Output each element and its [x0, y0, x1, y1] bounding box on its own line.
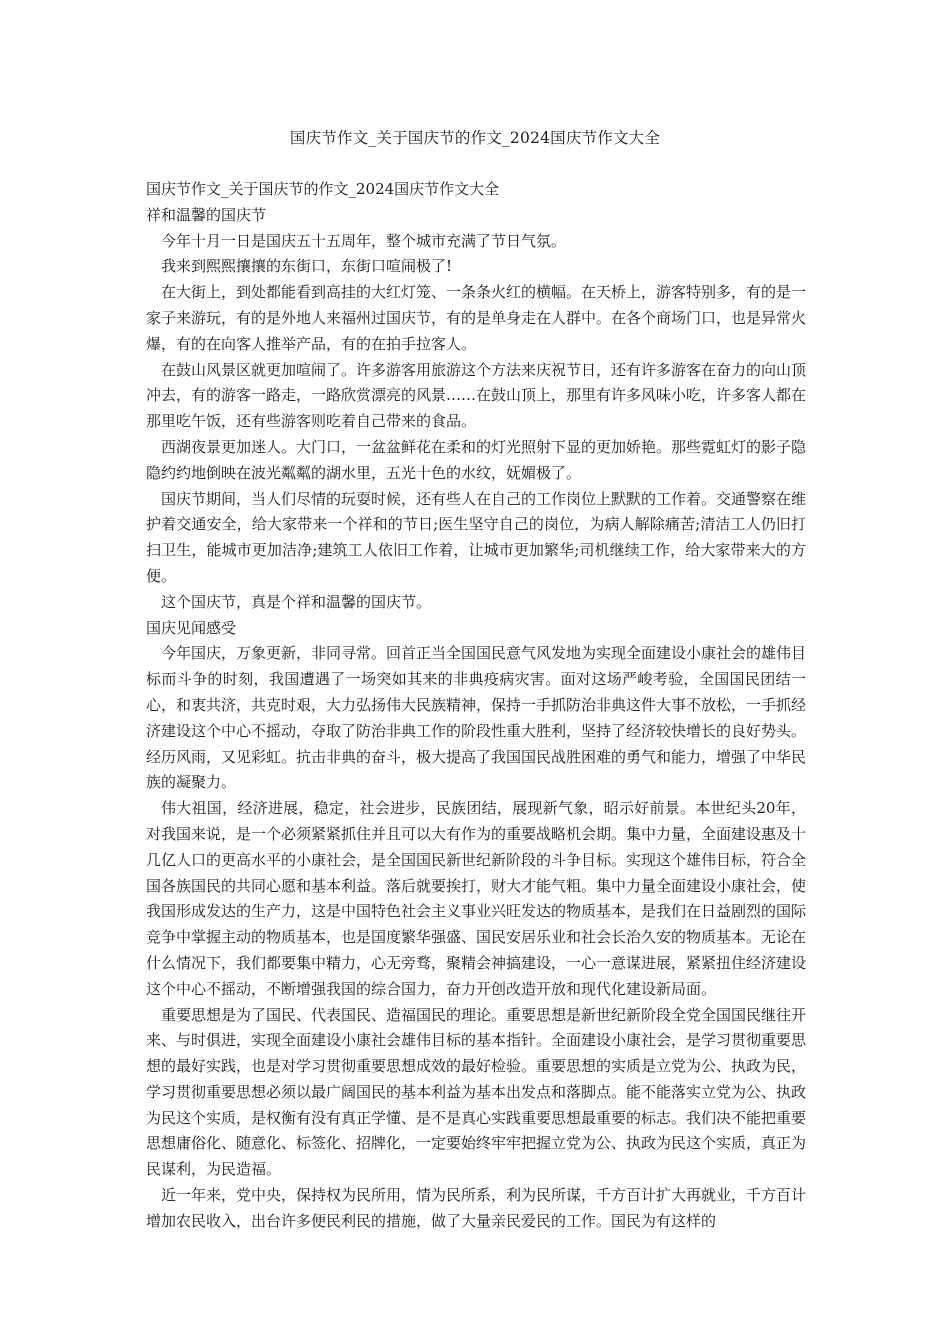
body-paragraph: 国庆节期间，当人们尽情的玩耍时候，还有些人在自己的工作岗位上默默的工作着。交通警察在维护着交通安全，给大家带来一个祥和的节日;医生坚守自己的岗位，为病人解除痛苦;清洁工人仍旧打扫卫生，能城市更加洁净;建筑工人依旧工作着，让城市更加繁华;司机继续工作，给大家带来大的方便。 — [146, 489, 807, 585]
body-paragraph: 今年十月一日是国庆五十五周年，整个城市充满了节日气氛。 — [161, 231, 567, 250]
section-heading: 祥和温馨的国庆节 — [146, 205, 267, 224]
body-paragraph: 这个国庆节，真是个祥和温馨的国庆节。 — [161, 592, 432, 611]
page-title: 国庆节作文_关于国庆节的作文_2024国庆节作文大全 — [289, 129, 661, 147]
body-paragraph: 重要思想是为了国民、代表国民、造福国民的理论。重要思想是新世纪新阶段全党全国国民继往开来、与时俱进，实现全面建设小康社会雄伟目标的基本指针。全面建设小康社会，是学习贯彻重要思想的最好实践，也是对学习贯彻重要思想成效的最好检验。重要思想的实质是立党为公、执政为民，学习贯彻重要思想必须以最广阔国民的基本利益为基本出发点和落脚点。能不能落实立党为公、执政为民这个实质，是权衡有没有真正学懂、是不是真心实践重要思想最重要的标志。我们决不能把重要思想庸俗化、随意化、标签化、招牌化，一定要始终牢牢把握立党为公、执政为民这个实质，真正为民谋利，为民造福。 — [146, 1005, 807, 1179]
body-paragraph: 今年国庆，万象更新，非同寻常。回首正当全国国民意气风发地为实现全面建设小康社会的雄伟目标而斗争的时刻，我国遭遇了一场突如其来的非典疫病灾害。面对这场严峻考验，全国国民团结一心，和衷共济，共克时艰，大力弘扬伟大民族精神，保持一手抓防治非典这件大事不放松，一手抓经济建设这个中心不摇动，夺取了防治非典工作的阶段性重大胜利，坚持了经济较快增长的良好势头。经历风雨，又见彩虹。抗击非典的奋斗，极大提高了我国国民战胜困难的勇气和能力，增强了中华民族的凝聚力。 — [146, 644, 807, 792]
document-body — [146, 177, 806, 1235]
body-paragraph: 我来到熙熙攘攘的东街口，东街口喧闹极了! — [161, 257, 453, 276]
section-heading: 国庆节作文_关于国庆节的作文_2024国庆节作文大全 — [146, 180, 500, 198]
section-heading: 国庆见闻感受 — [146, 618, 237, 637]
body-paragraph: 西湖夜景更加迷人。大门口，一盆盆鲜花在柔和的灯光照射下显的更加娇艳。那些霓虹灯的影子隐隐约约地倒映在波光粼粼的湖水里，五光十色的水纹，妩媚极了。 — [146, 437, 807, 482]
body-paragraph: 在鼓山风景区就更加喧闹了。许多游客用旅游这个方法来庆祝节日，还有许多游客在奋力的向山顶冲去，有的游客一路走，一路欣赏漂亮的风景……在鼓山顶上，那里有许多风味小吃，许多客人都在那里吃午饭，还有些游客则吃着自己带来的食品。 — [146, 360, 807, 431]
body-paragraph: 伟大祖国，经济进展，稳定，社会进步，民族团结，展现新气象，昭示好前景。本世纪头20年，对我国来说，是一个必须紧紧抓住并且可以大有作为的重要战略机会期。集中力量，全面建设惠及十几亿人口的更高水平的小康社会，是全国国民新世纪新阶段的斗争目标。实现这个雄伟目标，符合全国各族国民的共同心愿和基本利益。落后就要挨打，财大才能气粗。集中力量全面建设小康社会，使我国形成发达的生产力，这是中国特色社会主义事业兴旺发达的物质基本，是我们在日益剧烈的国际竞争中掌握主动的物质基本，也是国度繁华强盛、国民安居乐业和社会长治久安的物质基本。无论在什么情况下，我们都要集中精力，心无旁骛，聚精会神搞建设，一心一意谋进展，紧紧扭住经济建设这个中心不摇动，不断增强我国的综合国力，奋力开创改造开放和现代化建设新局面。 — [146, 799, 807, 998]
body-paragraph: 近一年来，党中央，保持权为民所用，情为民所系，利为民所谋，千方百计扩大再就业，千方百计增加农民收入，出台许多便民利民的措施，做了大量亲民爱民的工作。国民为有这样的 — [146, 1186, 807, 1230]
body-paragraph: 在大街上，到处都能看到高挂的大红灯笼、一条条火红的横幅。在天桥上，游客特别多，有的是一家子来游玩，有的是外地人来福州过国庆节，有的是单身走在人群中。在各个商场门口，也是异常火爆，有的在向客人推举产品，有的在拍手拉客人。 — [146, 283, 807, 353]
